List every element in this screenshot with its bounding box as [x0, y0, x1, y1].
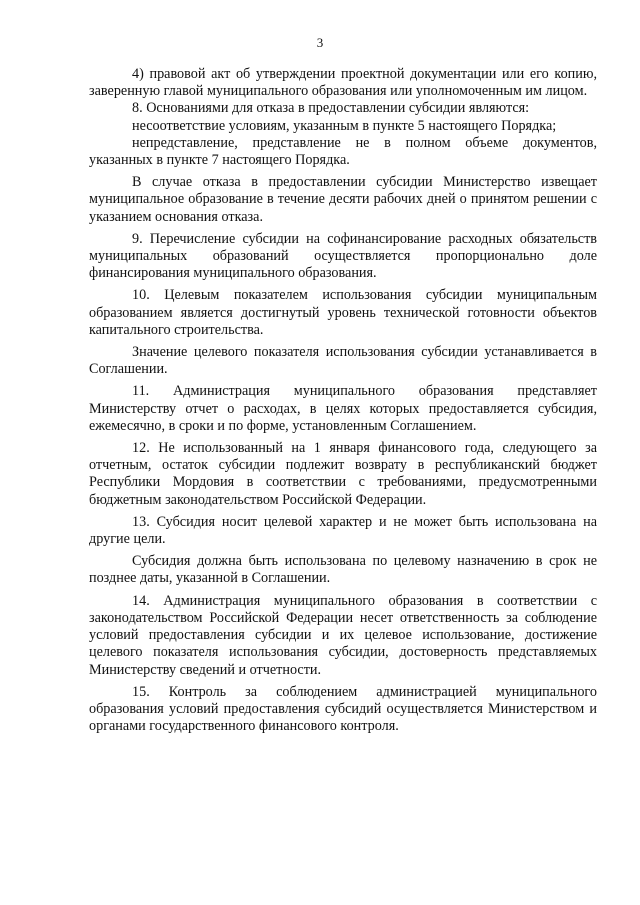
paragraph: 12. Не использованный на 1 января финансового года, следующего за отчетным, остаток субсидии подлежит возврату в республиканский бюджет Республики Мордовия в соответствии с требованиями, предусмотренными бюджетным законодательством Российской Федерации. — [89, 440, 597, 508]
paragraph: 15. Контроль за соблюдением администрацией муниципального образования условий предоставления субсидий осуществляется Министерством и органами государственного финансового контроля. — [89, 683, 597, 735]
page-number: 3 — [316, 35, 324, 50]
paragraph: В случае отказа в предоставлении субсидии Министерство извещает муниципальное образование в течение десяти рабочих дней о принятом решении с указанием основания отказа. — [89, 174, 597, 225]
paragraph: 14. Администрация муниципального образования в соответствии с законодательством Российской Федерации несет ответственность за соблюдение условий предоставления субсидии и их целевое использование, достижение целевого показателя использования субсидии, достоверность представляемых Министерству сведений и отчетности. — [89, 592, 597, 678]
paragraph: Субсидия должна быть использована по целевому назначению в срок не позднее даты, указанной в Соглашении. — [89, 553, 597, 587]
document-body — [89, 66, 597, 735]
paragraph: непредставление, представление не в полном объеме документов, указанных в пункте 7 настоящего Порядка. — [89, 134, 597, 169]
paragraph: 11. Администрация муниципального образования представляет Министерству отчет о расходах, в целях которых предоставляется субсидия, ежемесячно, в сроки и по форме, установленным Соглашением. — [89, 383, 597, 434]
paragraph: 8. Основаниями для отказа в предоставлении субсидии являются: — [132, 100, 530, 117]
paragraph: 13. Субсидия носит целевой характер и не может быть использована на другие цели. — [89, 513, 597, 548]
paragraph: 9. Перечисление субсидии на софинансирование расходных обязательств муниципальных образований осуществляется пропорционально доле финансирования муниципального образования. — [89, 230, 597, 282]
paragraph: Значение целевого показателя использования субсидии устанавливается в Соглашении. — [89, 344, 597, 378]
paragraph: 10. Целевым показателем использования субсидии муниципальным образованием является достигнутый уровень технической готовности объектов капитального строительства. — [89, 287, 597, 338]
paragraph: 4) правовой акт об утверждении проектной документации или его копию, заверенную главой муниципального образования или уполномоченным им лицом. — [89, 66, 597, 100]
paragraph: несоответствие условиям, указанным в пункте 5 настоящего Порядка; — [132, 117, 557, 134]
